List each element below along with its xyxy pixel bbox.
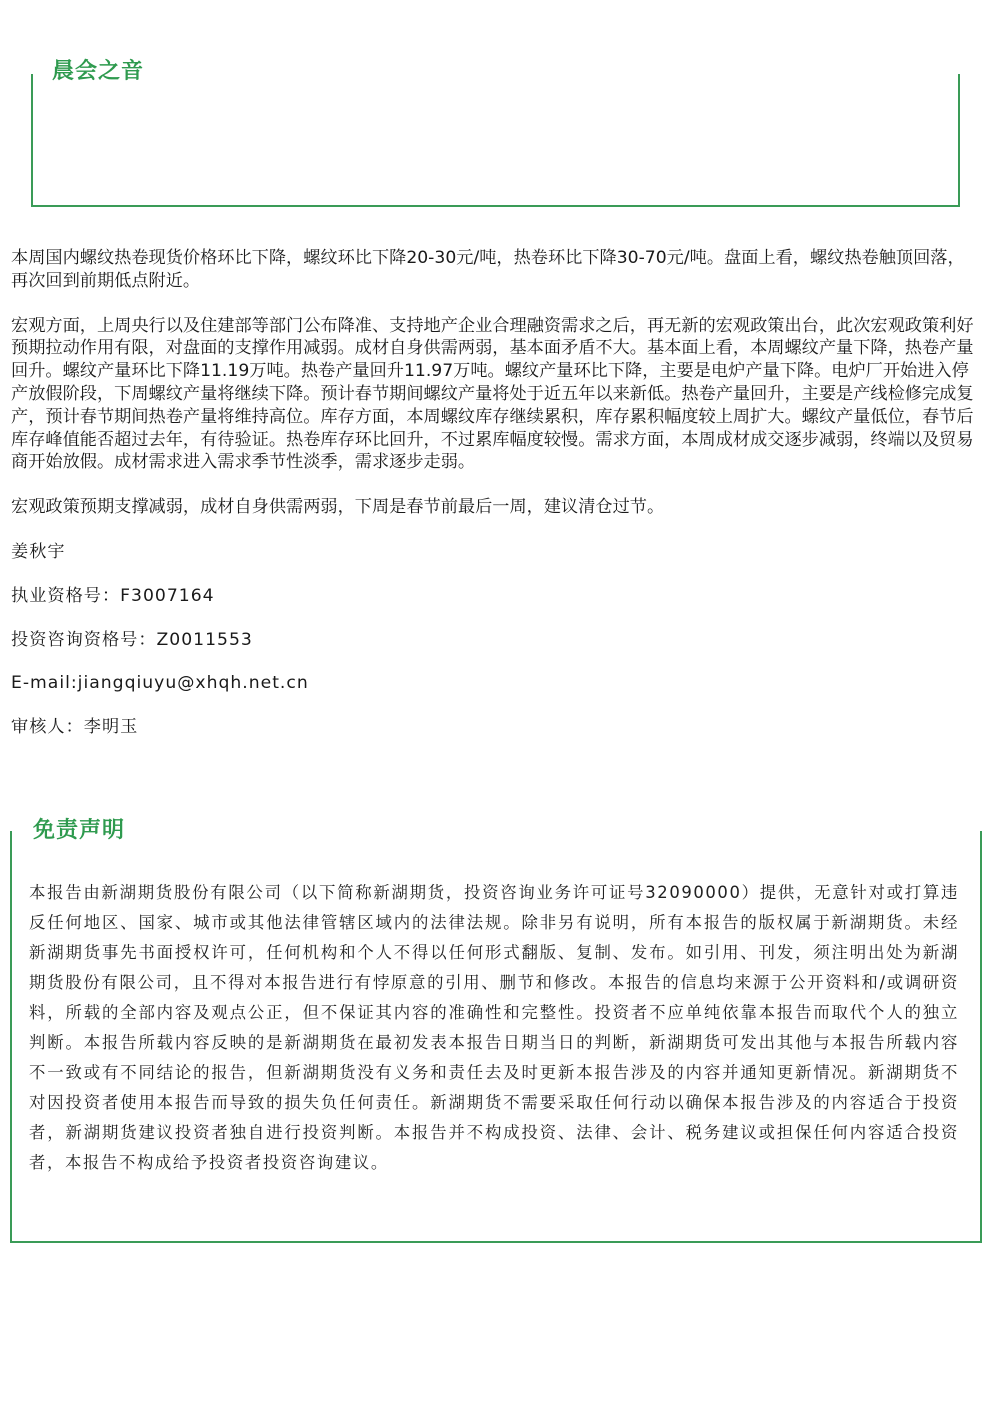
reviewer: 审核人：李明玉 <box>11 717 139 738</box>
consult-license-number: 投资咨询资格号：Z0011553 <box>11 629 253 650</box>
report-body <box>11 247 979 760</box>
paragraph-macro-analysis: 宏观方面，上周央行以及住建部等部门公布降准、支持地产企业合理融资需求之后，再无新的宏观政策出台，此次宏观政策利好预期拉动作用有限，对盘面的支撑作用减弱。成材自身供需两弱，基本面矛盾不大。基本面上看，本周螺纹产量下降，热卷产量回升。螺纹产量环比下降11.19万吨。热卷产量回升11.97万吨。螺纹产量环比下降，主要是电炉产量下降。电炉厂开始进入停产放假阶段，下周螺纹产量将继续下降。预计春节期间螺纹产量将处于近五年以来新低。热卷产量回升，主要是产线检修完成复产，预计春节期间热卷产量将维持高位。库存方面，本周螺纹库存继续累积，库存累积幅度较上周扩大。螺纹产量低位，春节后库存峰值能否超过去年，有待验证。热卷库存环比回升，不过累库幅度较慢。需求方面，本周成材成交逐步减弱，终端以及贸易商开始放假。成材需求进入需求季节性淡季，需求逐步走弱。 <box>11 315 974 473</box>
license-number: 执业资格号：F3007164 <box>11 585 215 606</box>
section-title-morning-voice: 晨会之音 <box>52 59 145 84</box>
paragraph-recommendation: 宏观政策预期支撑减弱，成材自身供需两弱，下周是春节前最后一周，建议清仓过节。 <box>11 497 665 518</box>
author-name: 姜秋宇 <box>11 541 66 562</box>
section-title-disclaimer: 免责声明 <box>33 818 126 843</box>
disclaimer-text: 本报告由新湖期货股份有限公司（以下简称新湖期货，投资咨询业务许可证号32090000）提供，无意针对或打算违反任何地区、国家、城市或其他法律管辖区域内的法律法规。除非另有说明，所有本报告的版权属于新湖期货。未经新湖期货事先书面授权许可，任何机构和个人不得以任何形式翻版、复制、发布。如引用、刊发，须注明出处为新湖期货股份有限公司，且不得对本报告进行有悖原意的引用、删节和修改。本报告的信息均来源于公开资料和/或调研资料，所载的全部内容及观点公正，但不保证其内容的准确性和完整性。投资者不应单纯依靠本报告而取代个人的独立判断。本报告所载内容反映的是新湖期货在最初发表本报告日期当日的判断，新湖期货可发出其他与本报告所载内容不一致或有不同结论的报告，但新湖期货没有义务和责任去及时更新本报告涉及的内容并通知更新情况。新湖期货不对因投资者使用本报告而导致的损失负任何责任。新湖期货不需要采取任何行动以确保本报告涉及的内容适合于投资者，新湖期货建议投资者独自进行投资判断。本报告并不构成投资、法律、会计、税务建议或担保任何内容适合投资者，本报告不构成给予投资者投资咨询建议。 <box>29 883 959 1172</box>
paragraph-price-summary: 本周国内螺纹热卷现货价格环比下降，螺纹环比下降20-30元/吨，热卷环比下降30-70元/吨。盘面上看，螺纹热卷触顶回落，再次回到前期低点附近。 <box>11 248 965 291</box>
author-email: E-mail:jiangqiuyu@xhqh.net.cn <box>11 673 309 694</box>
morning-voice-box <box>31 74 960 207</box>
